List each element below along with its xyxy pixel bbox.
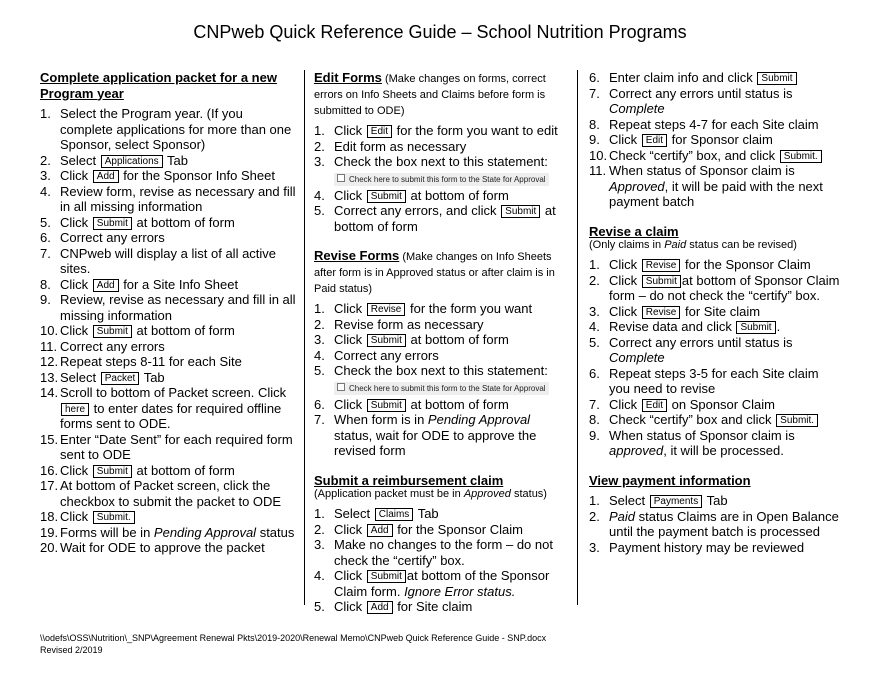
revised-date: Revised 2/2019 bbox=[40, 645, 103, 655]
step-number: 4. bbox=[314, 347, 325, 363]
list-item bbox=[40, 215, 296, 231]
ui-button-label: Add bbox=[93, 170, 119, 183]
status-text: Approved bbox=[609, 178, 665, 194]
step-number: 3. bbox=[40, 168, 51, 183]
step-number: 6. bbox=[314, 396, 325, 412]
claim-steps-continued bbox=[589, 70, 843, 210]
ui-button-label: here bbox=[61, 403, 89, 416]
step-number: 14. bbox=[40, 385, 59, 400]
list-item bbox=[589, 397, 843, 413]
list-item bbox=[40, 385, 296, 432]
status-text: Complete bbox=[609, 101, 665, 116]
step-text: for the Sponsor Claim bbox=[393, 521, 523, 537]
step-text: for the Sponsor Info Sheet bbox=[119, 168, 275, 183]
step-number: 4. bbox=[314, 187, 325, 203]
step-text: Select bbox=[334, 506, 374, 521]
section-heading: View payment information bbox=[589, 472, 751, 488]
list-item bbox=[589, 428, 843, 459]
list-item bbox=[314, 203, 566, 234]
step-number: 5. bbox=[314, 599, 325, 614]
step-number: 1. bbox=[314, 123, 325, 138]
footer bbox=[40, 632, 546, 656]
section-note: (Make changes on Info Sheets after form is in Approved status or after claim is in Paid status) bbox=[314, 251, 555, 295]
step-number: 1. bbox=[589, 493, 600, 508]
list-item bbox=[589, 86, 843, 117]
section-header bbox=[589, 473, 843, 489]
checkbox-icon bbox=[337, 174, 345, 182]
step-number: 7. bbox=[40, 245, 51, 261]
list-item bbox=[40, 106, 296, 153]
status-text: Complete bbox=[609, 350, 665, 365]
step-text: Revise form as necessary bbox=[334, 316, 484, 332]
step-text: at bottom of form bbox=[406, 396, 509, 412]
step-number: 13. bbox=[40, 369, 59, 385]
note-text: (Only claims in bbox=[589, 239, 665, 251]
step-text: status, wait for ODE to approve the revised form bbox=[334, 427, 537, 458]
ui-button-label: Submit. bbox=[780, 150, 822, 163]
list-item bbox=[40, 339, 296, 355]
step-number: 16. bbox=[40, 462, 59, 478]
list-item bbox=[589, 304, 843, 320]
section-heading: Revise Forms bbox=[314, 248, 400, 263]
step-text: Review, revise as necessary and fill in all missing information bbox=[60, 292, 296, 323]
checkbox-label: Check here to submit this form to the State for Approval bbox=[349, 174, 546, 184]
step-text: Check “certify” box and click bbox=[609, 412, 776, 427]
ui-button-label: Submit bbox=[757, 72, 796, 85]
step-text: Repeat steps 8-11 for each Site bbox=[60, 354, 242, 369]
step-text: at bottom of Sponsor Claim form – do not check the “certify” box. bbox=[609, 272, 840, 303]
step-text: Tab bbox=[140, 369, 165, 385]
list-item bbox=[314, 188, 566, 204]
list-item bbox=[40, 432, 296, 463]
list-item bbox=[589, 509, 843, 540]
ui-button-label: Submit. bbox=[93, 511, 135, 524]
note-text: status) bbox=[510, 488, 547, 500]
step-text: CNPweb will display a list of all active sites. bbox=[60, 245, 277, 276]
status-text: Pending Approval bbox=[153, 524, 257, 540]
step-text: Payment history may be reviewed bbox=[609, 539, 805, 555]
list-item bbox=[314, 154, 566, 188]
step-list bbox=[589, 493, 843, 555]
section bbox=[589, 473, 843, 556]
list-item bbox=[40, 323, 296, 339]
step-number: 4. bbox=[314, 568, 325, 583]
step-text: Forms will be in bbox=[60, 524, 154, 540]
step-text: Click bbox=[60, 168, 92, 183]
list-item bbox=[314, 348, 566, 364]
step-text: for the Sponsor Claim bbox=[681, 257, 811, 272]
step-text: Revise data and click bbox=[609, 319, 736, 334]
step-text: to enter dates for required offline forms sent to ODE. bbox=[60, 400, 282, 431]
list-item bbox=[40, 370, 296, 386]
step-text: Correct any errors bbox=[60, 338, 165, 354]
step-text: at bottom of form bbox=[334, 203, 556, 234]
step-number: 3. bbox=[314, 332, 325, 347]
ui-button-label: Submit bbox=[736, 321, 775, 334]
list-item bbox=[314, 301, 566, 317]
step-number: 1. bbox=[589, 257, 600, 272]
step-text: for the form you want to edit bbox=[393, 123, 558, 138]
step-number: 11. bbox=[40, 338, 58, 354]
ui-button-label: Revise bbox=[367, 303, 406, 316]
ui-button-label: Submit bbox=[93, 465, 132, 478]
step-text: Scroll to bottom of Packet screen. Click bbox=[60, 385, 287, 400]
step-number: 9. bbox=[589, 132, 600, 147]
step-text: Select bbox=[60, 369, 100, 385]
column-application-packet bbox=[40, 70, 296, 556]
list-item bbox=[40, 168, 296, 184]
list-item bbox=[589, 335, 843, 366]
step-text: Click bbox=[60, 214, 92, 230]
checkbox-label: Check here to submit this form to the State for Approval bbox=[349, 383, 546, 393]
checkbox-icon bbox=[337, 383, 345, 391]
step-text: at bottom of form bbox=[406, 332, 509, 347]
step-text: at bottom of form bbox=[406, 187, 509, 203]
page-title: CNPweb Quick Reference Guide – School Nutrition Programs bbox=[193, 22, 687, 42]
list-item bbox=[314, 317, 566, 333]
step-number: 3. bbox=[589, 303, 600, 319]
step-text: Check the box next to this statement: bbox=[334, 154, 548, 169]
list-item bbox=[314, 139, 566, 155]
step-text: Correct any errors until status is bbox=[609, 334, 793, 350]
step-number: 11. bbox=[589, 163, 607, 178]
ui-button-label: Revise bbox=[642, 306, 681, 319]
step-text: for a Site Info Sheet bbox=[119, 276, 239, 292]
list-item bbox=[40, 540, 296, 556]
step-text: Click bbox=[60, 323, 92, 338]
step-text: Select the Program year. (If you complete applications for more than one Sponsor, select Sponsor) bbox=[60, 106, 292, 152]
certify-checkbox-sample bbox=[334, 382, 549, 395]
ui-button-label: Add bbox=[93, 279, 119, 292]
list-item bbox=[40, 463, 296, 479]
list-item bbox=[314, 522, 566, 538]
section-note: (Make changes on forms, correct errors on Info Sheets and Claims before form is submitted to ODE) bbox=[314, 73, 546, 117]
ui-button-label: Revise bbox=[642, 259, 681, 272]
ui-button-label: Submit bbox=[367, 570, 406, 583]
status-text: Paid bbox=[664, 239, 687, 251]
step-text: at bottom of form bbox=[132, 462, 235, 478]
section-header bbox=[589, 224, 843, 240]
step-number: 2. bbox=[40, 152, 51, 168]
step-text: Check “certify” box, and click bbox=[609, 147, 779, 163]
step-text: Click bbox=[334, 301, 366, 316]
step-text: Edit form as necessary bbox=[334, 138, 467, 154]
step-number: 19. bbox=[40, 524, 59, 540]
step-number: 2. bbox=[589, 272, 600, 288]
step-list bbox=[314, 506, 566, 615]
list-item bbox=[40, 230, 296, 246]
step-text: Click bbox=[60, 462, 92, 478]
file-path: \\odefs\OSS\Nutrition\_SNP\Agreement Renewal Pkts\2019-2020\Renewal Memo\CNPweb Quick Reference Guide - SNP.docx bbox=[40, 633, 547, 643]
step-number: 6. bbox=[589, 365, 600, 381]
step-number: 2. bbox=[314, 138, 325, 154]
list-item bbox=[314, 599, 566, 615]
step-number: 10. bbox=[589, 147, 608, 163]
status-text: approved bbox=[609, 443, 664, 458]
step-text: Click bbox=[609, 272, 641, 288]
step-text: Repeat steps 3-5 for each Site claim you need to revise bbox=[609, 365, 819, 396]
step-text: Click bbox=[60, 509, 92, 524]
list-item bbox=[40, 184, 296, 215]
step-number: 1. bbox=[314, 301, 325, 316]
step-text: Check the box next to this statement: bbox=[334, 363, 548, 378]
section-note bbox=[589, 239, 843, 252]
ui-button-label: Edit bbox=[642, 399, 667, 412]
step-number: 20. bbox=[40, 540, 59, 555]
list-item bbox=[40, 277, 296, 293]
step-text: . bbox=[776, 319, 781, 334]
list-item bbox=[40, 478, 296, 509]
step-text: Click bbox=[60, 276, 92, 292]
step-text: status Claims are in Open Balance until the payment batch is processed bbox=[609, 508, 839, 539]
step-text: Click bbox=[334, 332, 366, 347]
step-text: Select bbox=[60, 152, 100, 168]
list-item bbox=[589, 412, 843, 428]
note-text: status can be revised) bbox=[686, 239, 797, 251]
step-text: on Sponsor Claim bbox=[668, 396, 775, 412]
step-number: 5. bbox=[314, 203, 325, 218]
list-item bbox=[314, 506, 566, 522]
step-text: for Site claim bbox=[393, 599, 473, 614]
list-item bbox=[589, 70, 843, 86]
ui-button-label: Submit bbox=[93, 325, 132, 338]
list-item bbox=[589, 540, 843, 556]
status-text: Ignore Error status. bbox=[404, 583, 516, 599]
ui-button-label: Submit bbox=[367, 334, 406, 347]
application-steps bbox=[40, 106, 296, 556]
list-item bbox=[40, 509, 296, 525]
step-text: at bottom of form bbox=[132, 214, 235, 230]
section bbox=[314, 70, 566, 234]
step-text: Correct any errors, and click bbox=[334, 203, 501, 218]
ui-button-label: Submit bbox=[367, 190, 406, 203]
step-number: 1. bbox=[40, 106, 51, 121]
section-note bbox=[314, 488, 566, 501]
column-claims-payments bbox=[589, 70, 843, 569]
step-number: 7. bbox=[589, 85, 600, 101]
step-text: for Site claim bbox=[681, 303, 761, 319]
step-text: Review form, revise as necessary and fill in all missing information bbox=[60, 183, 296, 214]
step-text: Click bbox=[334, 599, 366, 614]
list-item bbox=[589, 148, 843, 164]
step-text: Repeat steps 4-7 for each Site claim bbox=[609, 116, 819, 132]
list-item bbox=[589, 493, 843, 509]
list-item bbox=[589, 257, 843, 273]
column-divider bbox=[577, 70, 578, 605]
note-text: (Application packet must be in bbox=[314, 488, 464, 500]
step-text: Click bbox=[609, 257, 641, 272]
step-number: 3. bbox=[314, 154, 325, 169]
ui-button-label: Payments bbox=[650, 495, 702, 508]
list-item bbox=[589, 273, 843, 304]
step-text: When status of Sponsor claim is bbox=[609, 163, 795, 178]
step-text: At bottom of Packet screen, click the checkbox to submit the packet to ODE bbox=[60, 478, 282, 509]
step-number: 2. bbox=[314, 316, 325, 332]
section-header bbox=[314, 248, 566, 296]
ui-button-label: Claims bbox=[375, 508, 414, 521]
step-list bbox=[314, 301, 566, 459]
ui-button-label: Submit. bbox=[776, 414, 818, 427]
step-text: Correct any errors bbox=[334, 347, 439, 363]
step-text: , it will be processed. bbox=[663, 443, 784, 458]
step-number: 18. bbox=[40, 509, 59, 524]
list-item bbox=[40, 354, 296, 370]
certify-checkbox-sample bbox=[334, 173, 549, 186]
step-number: 6. bbox=[40, 230, 51, 245]
step-number: 3. bbox=[314, 537, 325, 552]
step-number: 5. bbox=[40, 214, 51, 230]
step-text: Click bbox=[609, 396, 641, 412]
list-item bbox=[314, 332, 566, 348]
list-item bbox=[314, 123, 566, 139]
status-text: Paid bbox=[609, 508, 636, 524]
list-item bbox=[314, 568, 566, 599]
step-number: 3. bbox=[589, 539, 600, 555]
step-text: Make no changes to the form – do not check the “certify” box. bbox=[334, 537, 553, 568]
ui-button-label: Applications bbox=[101, 155, 163, 168]
step-text: Tab bbox=[703, 493, 728, 508]
step-text: When form is in bbox=[334, 412, 428, 427]
step-number: 5. bbox=[589, 334, 600, 350]
step-number: 1. bbox=[314, 506, 325, 521]
ui-button-label: Packet bbox=[101, 372, 140, 385]
step-text: Enter claim info and click bbox=[609, 70, 757, 85]
list-item bbox=[314, 537, 566, 568]
step-number: 4. bbox=[40, 183, 51, 199]
ui-button-label: Add bbox=[367, 601, 393, 614]
step-number: 5. bbox=[314, 363, 325, 378]
ui-button-label: Edit bbox=[367, 125, 392, 138]
list-item bbox=[589, 117, 843, 133]
step-text: Click bbox=[334, 521, 366, 537]
step-text: Tab bbox=[163, 152, 189, 168]
step-text: Correct any errors bbox=[60, 230, 165, 245]
section-header bbox=[314, 70, 566, 118]
step-list bbox=[314, 123, 566, 234]
section-heading: Submit a reimbursement claim bbox=[314, 472, 504, 488]
list-item bbox=[589, 366, 843, 397]
step-text: Click bbox=[609, 303, 641, 319]
step-number: 12. bbox=[40, 354, 59, 369]
step-text: for the form you want bbox=[406, 301, 533, 316]
step-text: Wait for ODE to approve the packet bbox=[60, 540, 265, 555]
section bbox=[314, 473, 566, 615]
list-item bbox=[40, 292, 296, 323]
section bbox=[314, 248, 566, 459]
step-number: 7. bbox=[589, 396, 600, 412]
step-number: 8. bbox=[589, 116, 600, 132]
section bbox=[589, 224, 843, 459]
step-text: , it will be paid with the next payment batch bbox=[609, 178, 823, 209]
step-number: 4. bbox=[589, 319, 600, 334]
step-number: 9. bbox=[589, 427, 600, 443]
list-item bbox=[40, 525, 296, 541]
step-text: at bottom of form bbox=[132, 323, 235, 338]
ui-button-label: Submit bbox=[367, 399, 406, 412]
section-heading: Complete application packet for a new Program year bbox=[40, 70, 277, 101]
step-number: 17. bbox=[40, 478, 59, 493]
step-text: status bbox=[256, 524, 295, 540]
step-text: at bottom of the Sponsor Claim form. bbox=[334, 568, 550, 599]
step-number: 8. bbox=[589, 412, 600, 427]
section-heading: Revise a claim bbox=[589, 223, 679, 239]
section-header bbox=[314, 473, 566, 489]
column-forms-claims bbox=[314, 70, 566, 629]
step-number: 15. bbox=[40, 431, 59, 447]
step-text: Click bbox=[334, 123, 366, 138]
step-text: Correct any errors until status is bbox=[609, 85, 793, 101]
ui-button-label: Submit bbox=[642, 275, 681, 288]
step-text: Click bbox=[334, 568, 366, 583]
list-item bbox=[589, 319, 843, 335]
list-item bbox=[40, 246, 296, 277]
step-text: Tab bbox=[414, 506, 439, 521]
ui-button-label: Submit bbox=[501, 205, 540, 218]
list-item bbox=[314, 397, 566, 413]
section-spacer bbox=[589, 210, 843, 224]
list-item bbox=[40, 153, 296, 169]
step-number: 6. bbox=[589, 70, 600, 85]
step-number: 9. bbox=[40, 292, 51, 307]
list-item bbox=[314, 363, 566, 397]
step-text: Select bbox=[609, 493, 649, 508]
ui-button-label: Submit bbox=[93, 217, 132, 230]
step-list bbox=[589, 257, 843, 459]
step-text: When status of Sponsor claim is bbox=[609, 427, 795, 443]
step-text: Enter “Date Sent” for each required form sent to ODE bbox=[60, 431, 293, 462]
step-number: 2. bbox=[314, 521, 325, 537]
list-item bbox=[589, 163, 843, 210]
status-text: Approved bbox=[463, 488, 511, 500]
step-text: Click bbox=[609, 132, 641, 147]
column-divider bbox=[304, 70, 305, 605]
step-number: 2. bbox=[589, 508, 600, 524]
list-item bbox=[314, 412, 566, 459]
ui-button-label: Edit bbox=[642, 134, 667, 147]
status-text: Pending Approval bbox=[427, 412, 531, 427]
step-text: for Sponsor claim bbox=[668, 132, 773, 147]
step-number: 10. bbox=[40, 323, 59, 338]
step-number: 8. bbox=[40, 276, 51, 292]
list-item bbox=[589, 132, 843, 148]
step-number: 7. bbox=[314, 412, 325, 427]
step-text: Click bbox=[334, 187, 366, 203]
ui-button-label: Add bbox=[367, 524, 393, 537]
section-heading: Edit Forms bbox=[314, 70, 382, 85]
step-text: Click bbox=[334, 396, 366, 412]
